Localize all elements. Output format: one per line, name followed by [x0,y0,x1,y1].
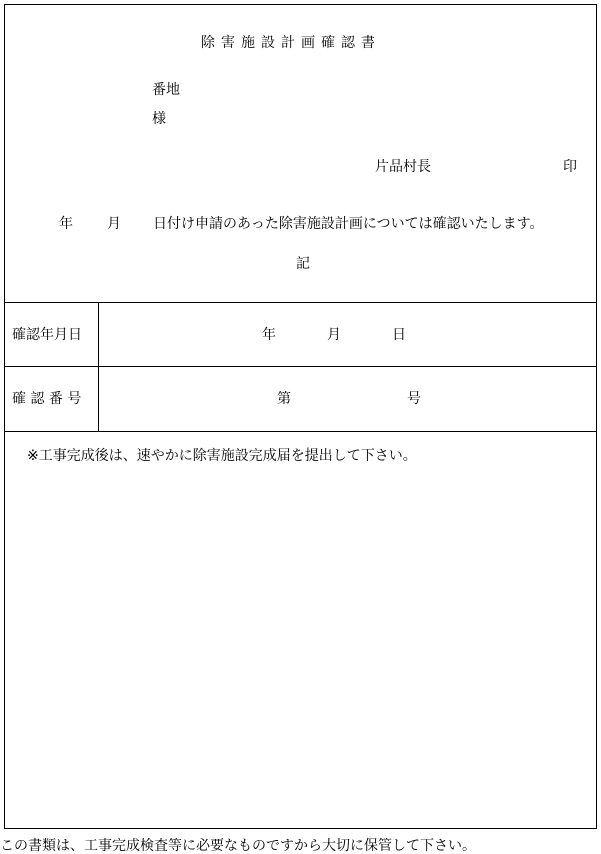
number-prefix: 第 [277,391,291,407]
ki-heading: 記 [296,256,310,272]
confirmation-form [4,4,597,829]
table-column-divider [98,302,99,431]
date-year-unit: 年 [59,216,73,232]
table-top-border [5,302,596,303]
number-suffix: 号 [407,391,421,407]
confirmation-year-unit: 年 [262,327,276,343]
document-title: 除害施設計画確認書 [201,35,381,51]
footer-note: この書類は、工事完成検査等に必要なものですから大切に保管して下さい。 [0,838,476,854]
date-month-unit: 月 [107,216,121,232]
honorific: 様 [152,111,166,127]
table-bottom-border [5,431,596,432]
table-row-divider [5,366,596,367]
seal-mark: 印 [563,159,577,175]
confirmation-number-label: 確 認 番 号 [12,391,82,407]
confirmation-date-label: 確認年月日 [12,327,82,343]
body-text: 日付け申請のあった除害施設計画については確認いたします。 [153,216,544,232]
remarks-note: ※工事完成後は、速やかに除害施設完成届を提出して下さい。 [27,448,417,464]
confirmation-day-unit: 日 [392,327,406,343]
issuer-name: 片品村長 [375,159,431,175]
confirmation-month-unit: 月 [327,327,341,343]
address-label: 番地 [152,82,180,98]
